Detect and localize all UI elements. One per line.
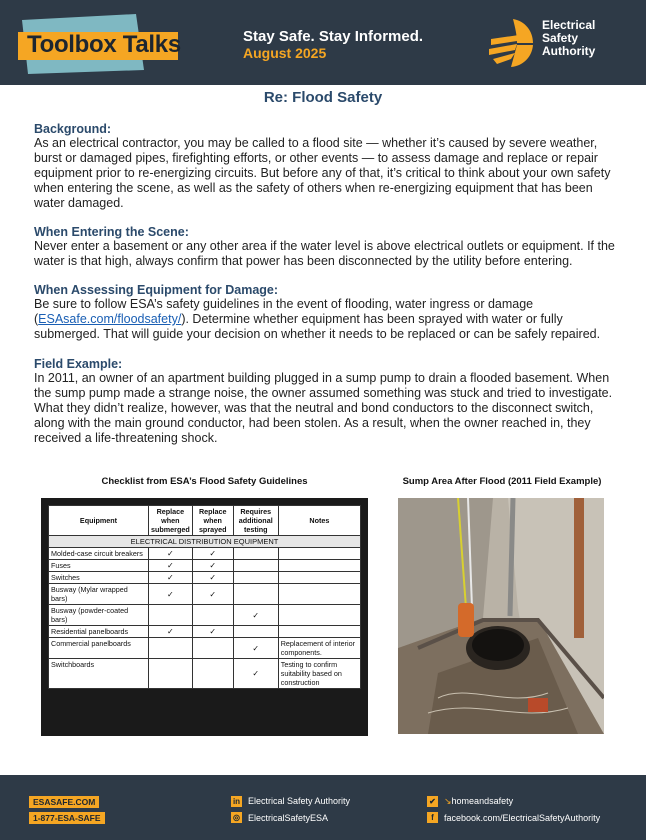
- equipment-cell: Fuses: [49, 560, 149, 572]
- toolbox-talks-title: Toolbox Talks: [27, 31, 181, 58]
- twitter-icon[interactable]: ✔: [427, 796, 438, 807]
- testing-check-cell: [233, 584, 278, 605]
- equipment-cell: Residential panelboards: [49, 626, 149, 638]
- sprayed-check-cell: ✓: [192, 548, 233, 560]
- table-row: [49, 626, 361, 638]
- header-date: August 2025: [243, 45, 327, 61]
- notes-cell: [278, 548, 360, 560]
- sump-area-photo: [398, 498, 604, 734]
- sprayed-check-cell: [192, 605, 233, 626]
- equipment-cell: Commercial panelboards: [49, 638, 149, 659]
- notes-cell: [278, 572, 360, 584]
- section-body: In 2011, an owner of an apartment building plugged in a sump pump to drain a flooded basement. When the sump pump made a strange noise, the owner assumed something was stuck and tried to investigate. What they didn’t realize, however, was that the neutral and bond conductors to the disconnect switch, along with the main ground conductor, had been stolen. As a result, when the owner reached in, they received a life-threatening shock.: [34, 371, 613, 445]
- submerged-check-cell: ✓: [149, 626, 193, 638]
- section-heading: When Assessing Equipment for Damage:: [34, 283, 279, 297]
- notes-cell: Testing to confirm suitability based on construction: [278, 659, 360, 689]
- submerged-check-cell: ✓: [149, 584, 193, 605]
- notes-cell: Replacement of interior components.: [278, 638, 360, 659]
- page-header: [0, 0, 646, 85]
- website-badge[interactable]: ESASAFE.COM: [29, 796, 99, 808]
- sprayed-check-cell: ✓: [192, 572, 233, 584]
- section-heading: When Entering the Scene:: [34, 225, 189, 239]
- submerged-check-cell: [149, 638, 193, 659]
- notes-cell: [278, 584, 360, 605]
- submerged-check-cell: ✓: [149, 560, 193, 572]
- table-row: [49, 659, 361, 689]
- section-field-example: [34, 357, 616, 446]
- submerged-check-cell: ✓: [149, 572, 193, 584]
- table-row: [49, 548, 361, 560]
- instagram-label[interactable]: ElectricalSafetyESA: [248, 813, 329, 823]
- submerged-check-cell: [149, 605, 193, 626]
- esa-logo-icon: [487, 17, 537, 69]
- testing-check-cell: ✓: [233, 638, 278, 659]
- submerged-check-cell: [149, 659, 193, 689]
- linkedin-label[interactable]: Electrical Safety Authority: [248, 796, 351, 806]
- equipment-cell: Busway (Mylar wrapped bars): [49, 584, 149, 605]
- section-entering-scene: [34, 225, 616, 269]
- sprayed-check-cell: ✓: [192, 626, 233, 638]
- facebook-label[interactable]: facebook.com/ElectricalSafetyAuthority: [444, 813, 601, 823]
- testing-check-cell: [233, 548, 278, 560]
- sprayed-check-cell: ✓: [192, 584, 233, 605]
- flood-safety-link[interactable]: ESAsafe.com/floodsafety/: [38, 312, 182, 326]
- esa-org-name: Electrical Safety Authority: [542, 18, 596, 58]
- testing-check-cell: [233, 572, 278, 584]
- table-row: [49, 584, 361, 605]
- testing-check-cell: ✓: [233, 605, 278, 626]
- twitter-label[interactable]: ↘homeandsafety: [444, 796, 514, 806]
- equipment-cell: Switchboards: [49, 659, 149, 689]
- facebook-icon[interactable]: f: [427, 812, 438, 823]
- sprayed-check-cell: ✓: [192, 560, 233, 572]
- table-row: [49, 638, 361, 659]
- notes-cell: [278, 560, 360, 572]
- table-header-row: [49, 506, 361, 536]
- section-body: Be sure to follow ESA’s safety guidelines in the event of flooding, water ingress or damage (ESAsafe.com/floodsafety/). Determine whether equipment has been sprayed with water or fully submerged. That will guide your decision on whether it needs to be replaced or can be safely repaired.: [34, 297, 601, 341]
- phone-badge[interactable]: 1-877-ESA-SAFE: [29, 812, 105, 824]
- testing-check-cell: ✓: [233, 659, 278, 689]
- equipment-cell: Busway (powder-coated bars): [49, 605, 149, 626]
- notes-cell: [278, 626, 360, 638]
- section-background: [34, 122, 616, 211]
- table-subheader: ELECTRICAL DISTRIBUTION EQUIPMENT: [49, 536, 361, 548]
- page-footer: [0, 775, 646, 840]
- submerged-check-cell: ✓: [149, 548, 193, 560]
- column-header: Replace when sprayed: [192, 506, 233, 536]
- document-title: Re: Flood Safety: [263, 89, 383, 106]
- testing-check-cell: [233, 560, 278, 572]
- column-header: Requires additional testing: [233, 506, 278, 536]
- section-heading: Field Example:: [34, 357, 123, 371]
- column-header: Equipment: [49, 506, 149, 536]
- header-tagline: Stay Safe. Stay Informed.: [243, 28, 424, 45]
- table-row: [49, 605, 361, 626]
- instagram-icon[interactable]: ◎: [231, 812, 242, 823]
- table-row: [49, 572, 361, 584]
- equipment-cell: Switches: [49, 572, 149, 584]
- sprayed-check-cell: [192, 638, 233, 659]
- section-body: As an electrical contractor, you may be called to a flood site — whether it’s caused by severe weather, burst or damaged pipes, firefighting efforts, or other events — to assess damage and replace or repair equipment prior to re-energizing circuits. But before any of that, it’s critical to think about your own safety when entering the scene, as well as the safety of others when re-energizing equipment that has been water damaged.: [34, 136, 611, 210]
- equipment-cell: Molded-case circuit breakers: [49, 548, 149, 560]
- testing-check-cell: [233, 626, 278, 638]
- section-assessing-equipment: [34, 283, 616, 342]
- flood-safety-checklist-table: [48, 505, 361, 689]
- table-row: [49, 560, 361, 572]
- column-header: Replace when submerged: [149, 506, 193, 536]
- sprayed-check-cell: [192, 659, 233, 689]
- checklist-caption: Checklist from ESA’s Flood Safety Guidelines: [101, 476, 308, 487]
- photo-caption: Sump Area After Flood (2011 Field Example): [402, 476, 602, 487]
- linkedin-icon[interactable]: in: [232, 797, 241, 806]
- table-subheader-row: [49, 536, 361, 548]
- column-header: Notes: [278, 506, 360, 536]
- section-heading: Background:: [34, 122, 112, 136]
- notes-cell: [278, 605, 360, 626]
- section-body: Never enter a basement or any other area if the water level is above electrical outlets or equipment. If the water is that high, always confirm that power has been disconnected by the utility before entering.: [34, 239, 615, 268]
